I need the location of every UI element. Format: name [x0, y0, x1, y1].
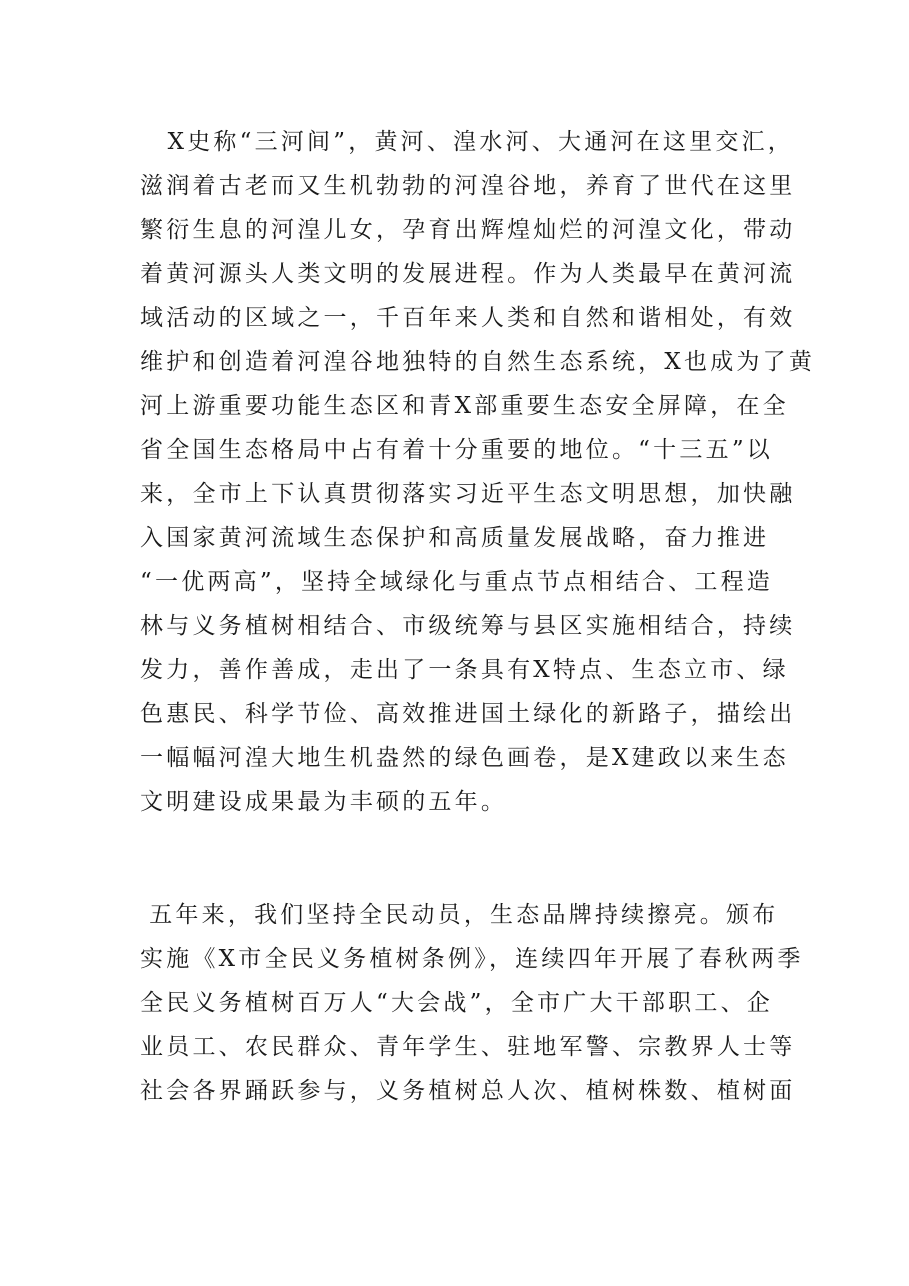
paragraph-line: 域活动的区域之一，千百年来人类和自然和谐相处，有效 — [140, 305, 796, 331]
paragraph-line: 社会各界踊跃参与，义务植树总人次、植树株数、植树面 — [140, 1078, 796, 1104]
paragraph-1 — [140, 120, 816, 824]
paragraph-line: 文明建设成果最为丰硕的五年。 — [140, 789, 508, 815]
paragraph-line: 入国家黄河流域生态保护和高质量发展战略，奋力推进 — [140, 525, 770, 551]
paragraph-line: 一幅幅河湟大地生机盎然的绿色画卷，是X建政以来生态 — [140, 745, 789, 771]
paragraph-line: 滋润着古老而又生机勃勃的河湟谷地，养育了世代在这里 — [140, 173, 796, 199]
paragraph-line: 林与义务植树相结合、市级统筹与县区实施相结合，持续 — [140, 613, 796, 639]
paragraph-line: 着黄河源头人类文明的发展进程。作为人类最早在黄河流 — [140, 261, 796, 287]
paragraph-line: 维护和创造着河湟谷地独特的自然生态系统，X也成为了黄 — [140, 349, 816, 375]
paragraph-line: 全民义务植树百万人“大会战”，全市广大干部职工、企 — [140, 990, 774, 1016]
paragraph-line: 繁衍生息的河湟儿女，孕育出辉煌灿烂的河湟文化，带动 — [140, 217, 796, 243]
paragraph-line: 省全国生态格局中占有着十分重要的地位。“十三五”以 — [140, 437, 774, 463]
paragraph-line: 五年来，我们坚持全民动员，生态品牌持续擦亮。颁布 — [149, 902, 779, 928]
paragraph-line: 河上游重要功能生态区和青X部重要生态安全屏障，在全 — [140, 393, 789, 419]
paragraph-line: 实施《X市全民义务植树条例》，连续四年开展了春秋两季 — [140, 946, 804, 972]
paragraph-line: 来，全市上下认真贯彻落实习近平生态文明思想，加快融 — [140, 481, 796, 507]
paragraph-line: 色惠民、科学节俭、高效推进国土绿化的新路子，描绘出 — [140, 701, 796, 727]
paragraph-line: 业员工、农民群众、青年学生、驻地军警、宗教界人士等 — [140, 1034, 796, 1060]
paragraph-line: 发力，善作善成，走出了一条具有X特点、生态立市、绿 — [140, 657, 789, 683]
paragraph-line: X史称“三河间”，黄河、湟水河、大通河在这里交汇， — [167, 129, 794, 155]
paragraph-2 — [140, 893, 804, 1113]
paragraph-line: “一优两高”，坚持全域绿化与重点节点相结合、工程造 — [140, 569, 774, 595]
